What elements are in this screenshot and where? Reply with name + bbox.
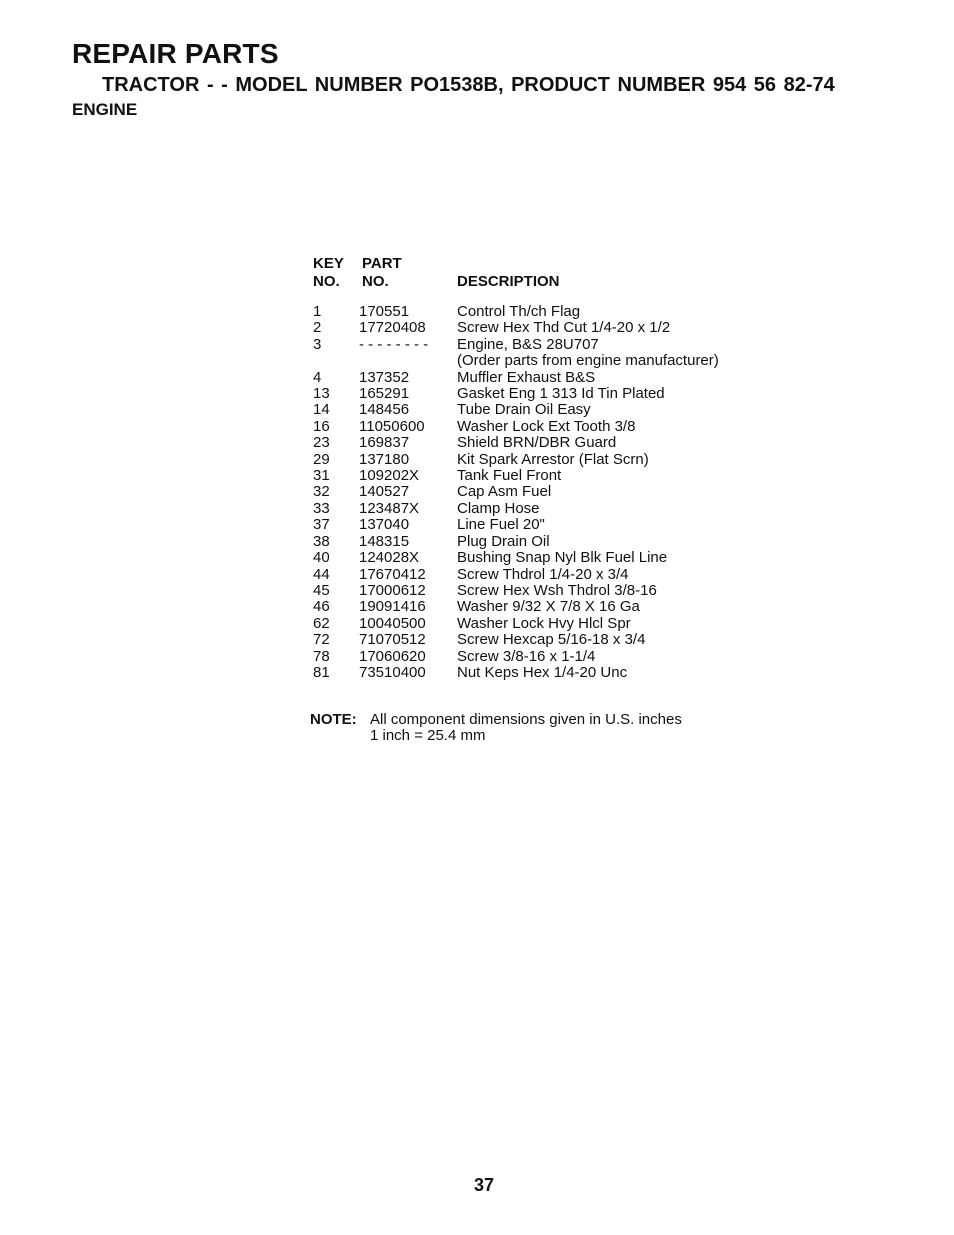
description-line: Washer 9/32 X 7/8 X 16 Ga [457,598,640,616]
page-number: 37 [473,1175,495,1195]
table-row [312,468,719,484]
key-number: 72 [313,631,330,649]
part-description [457,501,719,517]
table-row [312,534,719,550]
table-row [312,632,719,648]
page-subtitle: TRACTOR - - MODEL NUMBER PO1538B, PRODUCT NUMBER 954 56 82-74 [102,74,835,96]
part-description [457,484,719,500]
part-description [457,550,719,566]
key-number: 14 [313,401,330,419]
table-row [312,501,719,517]
part-number: 137180 [359,450,410,468]
part-number: 71070512 [359,631,426,649]
key-number: 32 [313,483,330,501]
description-line: Control Th/ch Flag [457,303,581,320]
part-description [457,649,719,665]
key-number: 38 [313,532,330,550]
parts-table [312,255,719,681]
part-number: 165291 [359,385,410,403]
key-number: 37 [313,516,330,534]
part-description [457,452,719,468]
column-header-description: DESCRIPTION [457,273,560,290]
description-line: Nut Keps Hex 1/4-20 Unc [457,663,628,681]
part-description [457,370,719,386]
table-row [312,370,719,386]
table-row [312,435,719,451]
column-header-key-line1: KEY [313,255,344,272]
part-number: 170551 [359,303,410,320]
key-number: 46 [313,598,330,616]
description-line: Gasket Eng 1 313 Id Tin Plated [457,385,665,403]
table-row [312,304,719,320]
key-number: 40 [313,549,330,567]
key-number: 2 [313,319,322,337]
key-number: 3 [313,335,322,353]
table-row [312,599,719,615]
part-description [457,534,719,550]
description-line: Screw Hex Wsh Thdrol 3/8-16 [457,581,657,599]
key-number: 23 [313,434,330,452]
part-number: 137040 [359,516,410,534]
description-line: Engine, B&S 28U707 [457,335,599,353]
description-line: Screw Hexcap 5/16-18 x 3/4 [457,631,646,649]
table-row [312,616,719,632]
part-description [457,583,719,599]
table-row [312,419,719,435]
part-description [457,320,719,336]
table-row [312,517,719,533]
table-row [312,337,719,370]
column-header-key-line2: NO. [313,273,340,290]
part-number: 73510400 [359,663,426,681]
description-line: Cap Asm Fuel [457,483,552,501]
description-line: Washer Lock Hvy Hlcl Spr [457,614,631,632]
part-number: 123487X [359,499,420,517]
part-description [457,567,719,583]
part-description [457,632,719,648]
part-description [457,599,719,615]
key-number: 4 [313,368,322,386]
part-description [457,419,719,435]
part-description [457,435,719,451]
description-line: Line Fuel 20" [457,516,545,534]
key-number: 45 [313,581,330,599]
description-line: (Order parts from engine manufacturer) [457,352,719,370]
table-row [312,550,719,566]
description-line: Tank Fuel Front [457,467,562,485]
part-description [457,665,719,681]
key-number: 78 [313,647,330,665]
table-row [312,484,719,500]
part-number: - - - - - - - - [359,335,429,353]
part-number: 11050600 [359,417,425,435]
description-line: Screw Thdrol 1/4-20 x 3/4 [457,565,629,583]
note-line: 1 inch = 25.4 mm [370,727,486,745]
part-description [457,517,719,533]
part-description [457,386,719,402]
part-number: 140527 [359,483,410,501]
table-row [312,452,719,468]
part-number: 10040500 [359,614,426,632]
section-heading: ENGINE [72,100,138,119]
note-text [370,712,682,745]
key-number: 81 [313,663,330,681]
description-line: Washer Lock Ext Tooth 3/8 [457,417,636,435]
table-row [312,402,719,418]
table-row [312,567,719,583]
table-body [312,304,719,681]
note-line: All component dimensions given in U.S. inches [370,711,682,728]
table-header [312,256,719,292]
table-row [312,649,719,665]
part-number: 17060620 [359,647,426,665]
description-line: Screw Hex Thd Cut 1/4-20 x 1/2 [457,319,671,337]
part-description [457,337,719,370]
key-number: 29 [313,450,330,468]
key-number: 33 [313,499,330,517]
key-number: 13 [313,385,330,403]
column-header-part-line2: NO. [362,273,389,290]
description-line: Bushing Snap Nyl Blk Fuel Line [457,549,668,567]
part-description [457,616,719,632]
description-line: Plug Drain Oil [457,532,550,550]
part-number: 169837 [359,434,410,452]
part-number: 19091416 [359,598,426,616]
part-number: 17670412 [359,565,426,583]
table-row [312,386,719,402]
column-header-part-line1: PART [362,255,402,272]
part-description [457,402,719,418]
key-number: 62 [313,614,330,632]
key-number: 1 [313,303,322,320]
key-number: 44 [313,565,330,583]
part-number: 148456 [359,401,410,419]
key-number: 16 [313,417,330,435]
part-number: 148315 [359,532,410,550]
part-number: 109202X [359,467,420,485]
part-number: 124028X [359,549,420,567]
table-row [312,583,719,599]
description-line: Screw 3/8-16 x 1-1/4 [457,647,596,665]
note-label: NOTE: [310,711,357,728]
table-row [312,665,719,681]
part-number: 17000612 [359,581,426,599]
description-line: Kit Spark Arrestor (Flat Scrn) [457,450,649,468]
page-title: REPAIR PARTS [72,38,279,69]
description-line: Clamp Hose [457,499,540,517]
part-number: 17720408 [359,319,426,337]
part-description [457,468,719,484]
key-number: 31 [313,467,330,485]
description-line: Muffler Exhaust B&S [457,368,596,386]
part-description [457,304,719,320]
part-number: 137352 [359,368,410,386]
description-line: Shield BRN/DBR Guard [457,434,617,452]
description-line: Tube Drain Oil Easy [457,401,591,419]
note [310,712,682,745]
table-row [312,320,719,336]
